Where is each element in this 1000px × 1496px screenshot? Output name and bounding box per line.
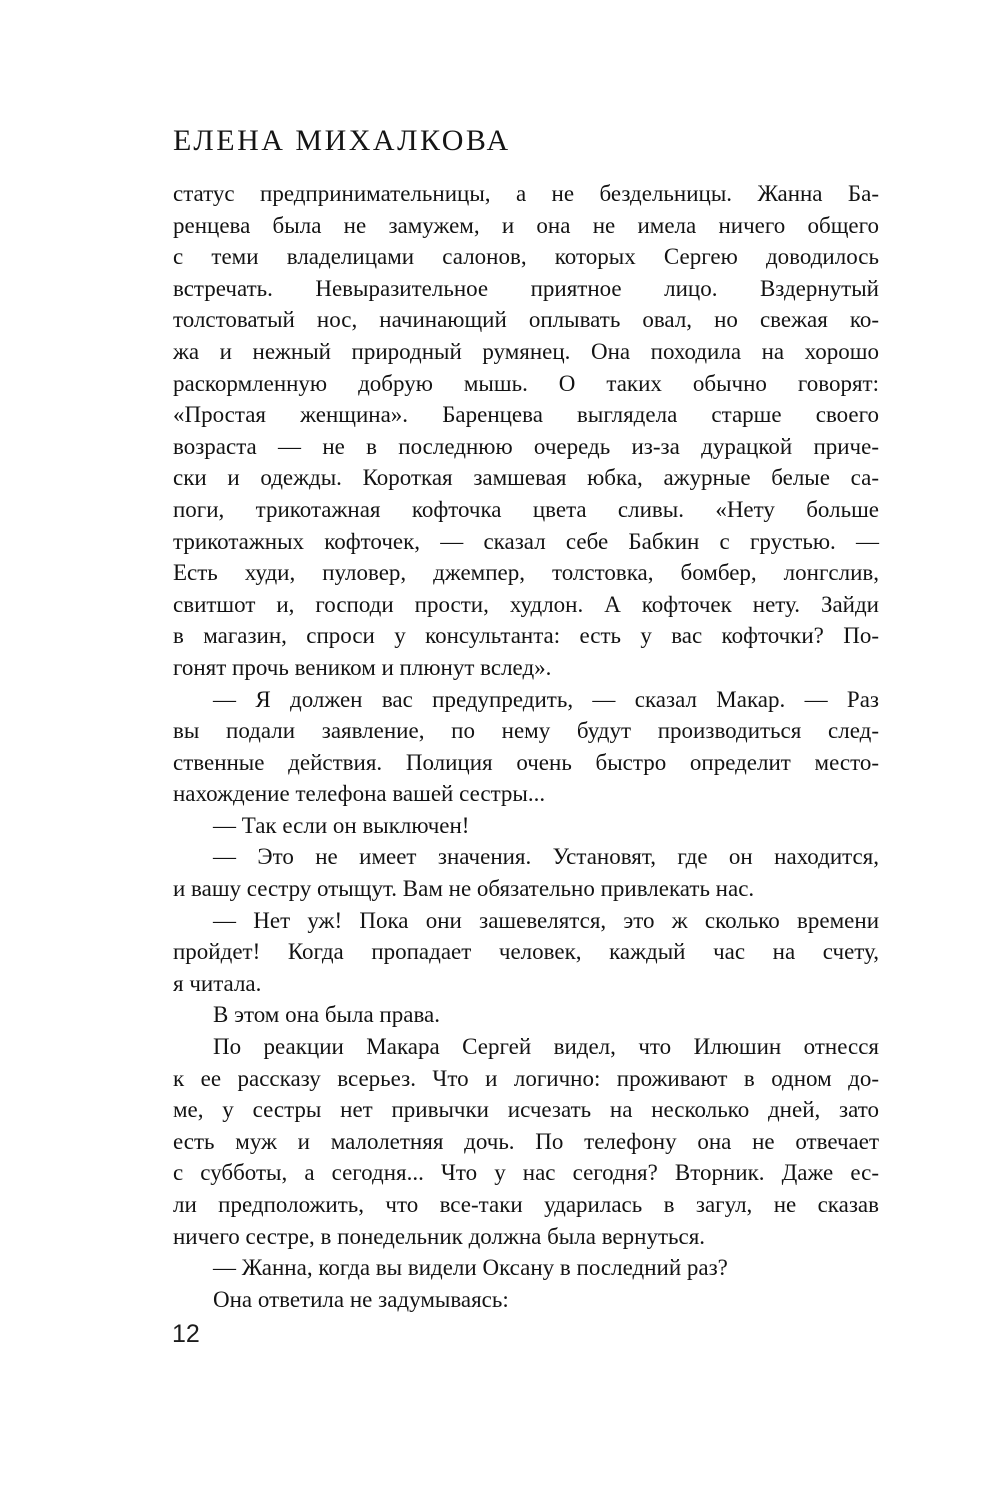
paragraph — [173, 178, 879, 684]
text-line: ственные действия. Полиция очень быстро определит место- — [173, 749, 879, 775]
paragraph — [173, 810, 879, 842]
text-line: статус предпринимательницы, а не бездельницы. Жанна Ба- — [173, 181, 879, 206]
text-line: По реакции Макара Сергей видел, что Илюшин отнесся — [213, 1034, 879, 1060]
text-line: с теми владелицами салонов, которых Сергею доводилось — [173, 244, 879, 270]
text-line: нахождение телефона вашей сестры... — [173, 781, 546, 807]
text-line: вы подали заявление, по нему будут производиться след- — [173, 718, 879, 744]
text-line: — Нет уж! Пока они зашевелятся, это ж сколько времени — [213, 907, 879, 933]
running-header-author: ЕЛЕНА МИХАЛКОВА — [173, 124, 511, 157]
paragraph — [173, 841, 879, 904]
text-line: толстоватый нос, начинающий оплывать овал, но свежая ко- — [173, 307, 879, 333]
text-line: жа и нежный природный румянец. Она походила на хорошо — [173, 338, 879, 364]
text-line: в магазин, спроси у консультанта: есть у вас кофточки? По- — [173, 623, 879, 649]
text-line: «Простая женщина». Баренцева выглядела старше своего — [173, 402, 879, 428]
paragraph — [173, 1252, 879, 1284]
text-line: — Так если он выключен! — [213, 812, 470, 838]
text-line: я читала. — [173, 970, 262, 996]
text-line: есть муж и малолетняя дочь. По телефону она не отвечает — [173, 1128, 879, 1154]
text-line: — Жанна, когда вы видели Оксану в последний раз? — [213, 1255, 728, 1281]
text-line: гонят прочь веником и плюнут вслед». — [173, 654, 552, 680]
text-line: трикотажных кофточек, — сказал себе Бабкин с грустью. — — [173, 528, 879, 554]
text-line: возраста — не в последнюю очередь из-за дурацкой приче- — [173, 433, 879, 459]
text-line: встречать. Невыразительное приятное лицо. Вздернутый — [173, 275, 879, 301]
text-line: — Я должен вас предупредить, — сказал Макар. — Раз — [213, 686, 879, 712]
text-line: Есть худи, пуловер, джемпер, толстовка, бомбер, лонгслив, — [173, 560, 879, 586]
text-line: ски и одежды. Короткая замшевая юбка, ажурные белые са- — [173, 465, 879, 491]
paragraph — [173, 684, 879, 810]
text-line: ли предположить, что все-таки ударилась в загул, не сказав — [173, 1192, 879, 1217]
text-block — [173, 178, 879, 1315]
text-line: пройдет! Когда пропадает человек, каждый час на счету, — [173, 939, 879, 965]
page-number: 12 — [172, 1320, 200, 1348]
text-line: с субботы, а сегодня... Что у нас сегодня? Вторник. Даже ес- — [173, 1160, 879, 1186]
paragraph — [173, 1284, 879, 1316]
text-line: свитшот и, господи прости, худлон. А кофточек нету. Зайди — [173, 591, 879, 617]
text-line: Она ответила не задумываясь: — [213, 1286, 509, 1312]
paragraph — [173, 1031, 879, 1252]
text-line: ме, у сестры нет привычки исчезать на несколько дней, зато — [173, 1097, 879, 1123]
text-line: — Это не имеет значения. Установят, где он находится, — [213, 844, 879, 870]
text-line: к ее рассказу всерьез. Что и логично: проживают в одном до- — [173, 1065, 879, 1091]
paragraph — [173, 905, 879, 1000]
text-line: раскормленную добрую мышь. О таких обычно говорят: — [173, 370, 879, 396]
paragraph — [173, 999, 879, 1031]
text-line: поги, трикотажная кофточка цвета сливы. «Нету больше — [173, 496, 879, 522]
text-line: и вашу сестру отыщут. Вам не обязательно привлекать нас. — [173, 876, 755, 902]
text-line: ничего сестре, в понедельник должна была вернуться. — [173, 1223, 706, 1249]
text-line: ренцева была не замужем, и она не имела ничего общего — [173, 212, 879, 238]
text-line: В этом она была права. — [213, 1002, 440, 1028]
